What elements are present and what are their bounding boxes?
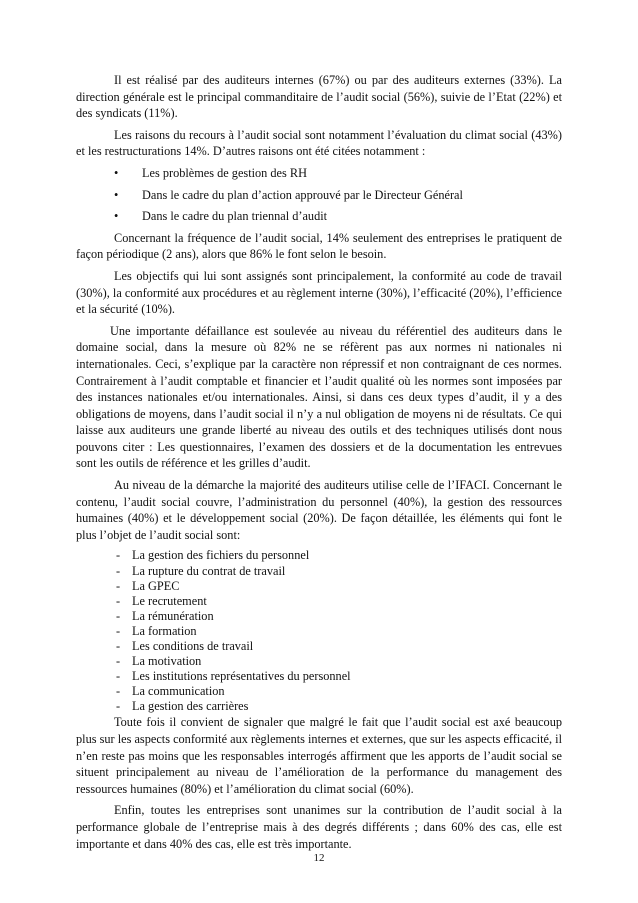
- paragraph-auditors: Il est réalisé par des auditeurs internes (67%) ou par des auditeurs externes (33%). La direction générale est le principal commanditaire de l’audit social (56%), suivie de l’Etat (22%) et des syndicats (11%).: [76, 73, 562, 121]
- list-item: - Les institutions représentatives du personnel: [116, 669, 351, 684]
- list-item: - La rémunération: [116, 608, 214, 623]
- list-item: - Les conditions de travail: [116, 639, 254, 653]
- list-item: - La GPEC: [116, 578, 180, 593]
- list-item: • Dans le cadre du plan triennal d’audit: [114, 209, 328, 224]
- bullet-marker: •: [114, 165, 119, 180]
- paragraph-approach: Au niveau de la démarche la majorité des auditeurs utilise celle de l’IFACI. Concernant le contenu, l’audit social couvre, l’administration du personnel (40%), la gestion des ressources humaines (40%) et le développement social (20%). De façon détaillée, les éléments qui font le plus l’objet de l’audit social sont:: [76, 478, 562, 542]
- list-item: - La formation: [116, 623, 197, 638]
- bullet-marker: •: [114, 187, 119, 202]
- paragraph-objectives: Les objectifs qui lui sont assignés sont principalement, la conformité au code de travail (30%), la conformité aux procédures et au règlement interne (30%), l’efficacité (20%), l’efficience et la sécurité (10%).: [76, 268, 562, 317]
- paragraph-conclusion: Enfin, toutes les entreprises sont unanimes sur la contribution de l’audit social à la performance globale de l’entreprise mais à des degrés différents ; dans 60% des cas, elle est importante et dans 40% des cas, elle est très importante.: [76, 803, 562, 851]
- audit-elements-list: [76, 548, 562, 714]
- reasons-bullet-list: [76, 165, 562, 225]
- paragraph-reasons: Les raisons du recours à l’audit social sont notamment l’évaluation du climat social (43%) et les restructurations 14%. D’autres raisons ont été citées notamment :: [76, 127, 562, 159]
- page-body: [76, 72, 562, 857]
- paragraph-frequency: Concernant la fréquence de l’audit social, 14% seulement des entreprises le pratiquent de façon périodique (2 ans), alors que 86% le font selon le besoin.: [76, 230, 562, 262]
- page-number: 12: [313, 852, 325, 864]
- list-item: - Le recrutement: [116, 593, 207, 608]
- list-item: - La motivation: [116, 654, 202, 669]
- list-item: - La gestion des carrières: [116, 699, 249, 714]
- list-item: - La gestion des fichiers du personnel: [116, 548, 310, 563]
- list-item: - La rupture du contrat de travail: [116, 563, 286, 578]
- list-item: • Les problèmes de gestion des RH: [114, 165, 307, 180]
- list-item: • Dans le cadre du plan d’action approuvé par le Directeur Général: [114, 187, 463, 202]
- paragraph-contributions: Toute fois il convient de signaler que malgré le fait que l’audit social est axé beaucoup plus sur les aspects conformité aux règlements internes et externes, que sur les aspects efficacité, il n’en reste pas moins que les responsables interrogés affirment que les apports de l’audit social se situent principalement au niveau de l’amélioration de la performance du management des ressources humaines (80%) et l’amélioration du climat social (60%).: [76, 715, 562, 796]
- bullet-marker: •: [114, 209, 119, 224]
- list-item: - La communication: [116, 684, 225, 699]
- paragraph-referential: Une importante défaillance est soulevée au niveau du référentiel des auditeurs dans le domaine social, dans la mesure où 82% ne se réfèrent pas aux normes ni nationales ni internationales. Ceci, s’explique par la caractère non répressif et non contraignant de ces normes. Contrairement à l’audit comptable et financier et l’audit qualité où les normes sont imposées par des instances nationales et/ou internationales. Ainsi, si dans ces deux types d’audit, il y a des obligations de moyens, dans l’audit social il n’y a nul obligation de moyens ni de résultats. Ce qui laisse aux auditeurs une grande liberté au niveau des outils et des techniques utilisés dont nous pouvons citer : Les questionnaires, l’examen des dossiers et de la documentation les entrevues sont les outils de référence et les grilles d’audit.: [76, 323, 562, 471]
